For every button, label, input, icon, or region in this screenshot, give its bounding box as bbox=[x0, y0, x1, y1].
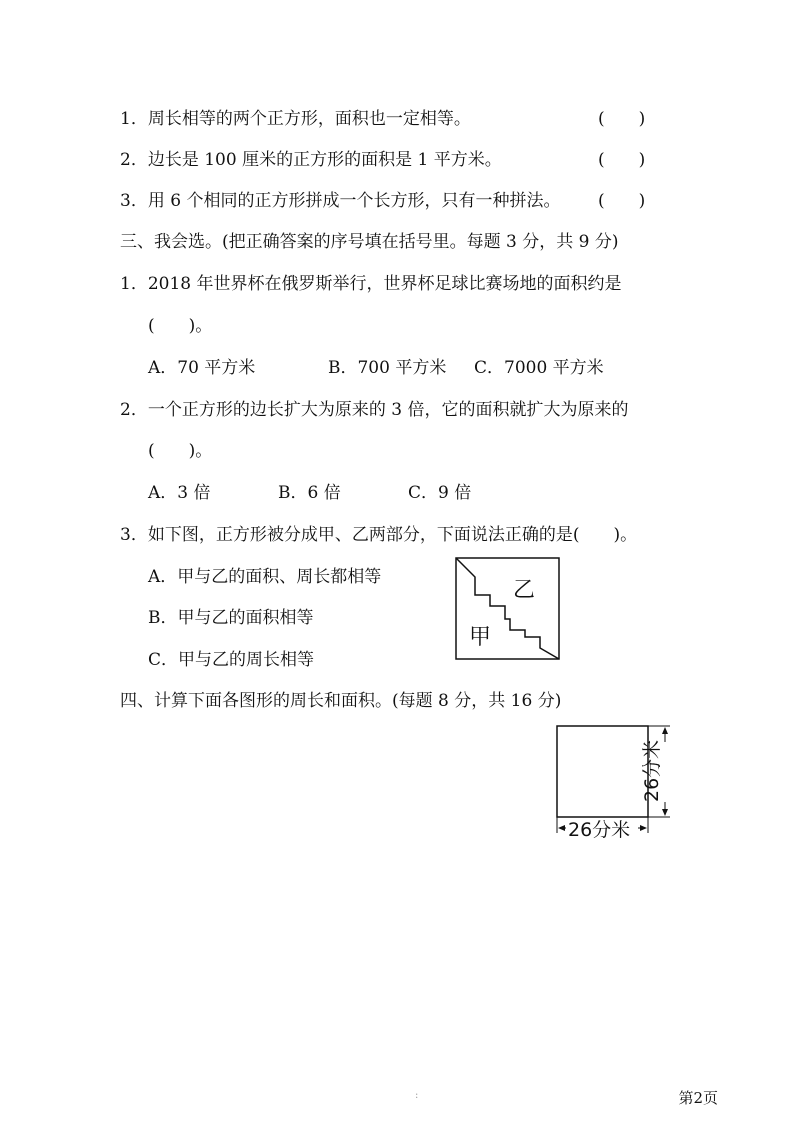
page-number: 第2页 bbox=[678, 1089, 718, 1107]
choice-q3-option-c[interactable]: C．甲与乙的周长相等 bbox=[148, 650, 315, 670]
center-dot-mark: : bbox=[415, 1090, 419, 1101]
choice-q2-stem: 2．一个正方形的边长扩大为原来的 3 倍，它的面积就扩大为原来的 bbox=[120, 400, 629, 420]
choice-q1-blank[interactable]: ( )。 bbox=[148, 316, 213, 336]
judge-item-3: 3．用 6 个相同的正方形拼成一个长方形，只有一种拼法。 bbox=[120, 191, 561, 211]
height-arrow-bottom bbox=[662, 809, 668, 816]
height-label: 26分米 bbox=[641, 739, 663, 802]
choice-q2-blank[interactable]: ( )。 bbox=[148, 441, 213, 461]
height-arrow-top bbox=[662, 727, 668, 734]
choice-q1-option-a[interactable]: A．70 平方米 bbox=[148, 358, 256, 378]
choice-q1-stem: 1．2018 年世界杯在俄罗斯举行，世界杯足球比赛场地的面积约是 bbox=[120, 274, 622, 294]
region-yi-label: 乙 bbox=[513, 578, 536, 603]
judge-answer-blank-3[interactable]: ( ) bbox=[598, 191, 646, 211]
judge-answer-blank-2[interactable]: ( ) bbox=[598, 150, 646, 170]
square-dimension-figure bbox=[550, 720, 680, 845]
choice-q2-option-a[interactable]: A．3 倍 bbox=[148, 483, 211, 503]
choice-q3-option-a[interactable]: A．甲与乙的面积、周长都相等 bbox=[148, 567, 382, 587]
width-arrow-left bbox=[558, 825, 565, 831]
choice-q3-stem: 3．如下图，正方形被分成甲、乙两部分，下面说法正确的是( )。 bbox=[120, 525, 638, 545]
choice-q1-option-b[interactable]: B．700 平方米 bbox=[328, 358, 447, 378]
choice-q2-option-c[interactable]: C．9 倍 bbox=[408, 483, 472, 503]
judge-item-2: 2．边长是 100 厘米的正方形的面积是 1 平方米。 bbox=[120, 150, 502, 170]
judge-item-1: 1．周长相等的两个正方形，面积也一定相等。 bbox=[120, 109, 471, 129]
judge-answer-blank-1[interactable]: ( ) bbox=[598, 109, 646, 129]
section-4-heading: 四、计算下面各图形的周长和面积。(每题 8 分，共 16 分) bbox=[120, 691, 562, 711]
width-label: 26分米 bbox=[568, 819, 631, 841]
split-square-figure bbox=[455, 557, 561, 661]
choice-q1-option-c[interactable]: C．7000 平方米 bbox=[474, 358, 604, 378]
section-3-heading: 三、我会选。(把正确答案的序号填在括号里。每题 3 分，共 9 分) bbox=[120, 232, 619, 252]
choice-q2-option-b[interactable]: B．6 倍 bbox=[278, 483, 341, 503]
width-arrow-right bbox=[640, 825, 647, 831]
region-jia-label: 甲 bbox=[469, 625, 492, 650]
choice-q3-option-b[interactable]: B．甲与乙的面积相等 bbox=[148, 608, 314, 628]
square-shape bbox=[557, 726, 648, 817]
